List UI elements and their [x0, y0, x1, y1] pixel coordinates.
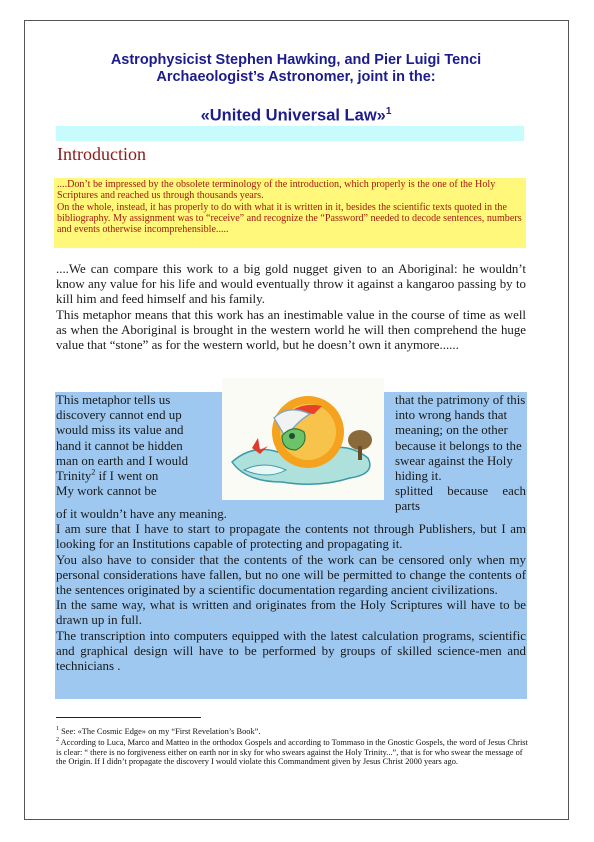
left-line: man on earth and I would [56, 453, 189, 468]
law-title [56, 106, 536, 126]
left-line: would miss its value and [56, 423, 184, 438]
sun-planet-illustration [222, 378, 384, 500]
law-title-text: «United Universal Law» [200, 106, 386, 125]
left-line: discovery cannot end up [56, 408, 182, 423]
left-line: This metaphor tells us [56, 393, 171, 407]
section-heading: Introduction [57, 144, 146, 164]
footnote-ref-1[interactable]: 1 [385, 106, 392, 117]
highlight-paragraph-2: I am sure that I have to start to propagate the contents not through Publishers, but I am looking for an Institutions capable of protecting and propagating it. [56, 522, 526, 552]
document-title-line-2: Archaeologist’s Astronomer, joint in the: [156, 69, 436, 85]
notice-paragraph-1: ....Don’t be impressed by the obsolete terminology of the introduction, which properly is the one of the Holy Scriptures and reached us through thousands years. [57, 179, 496, 202]
footnote-1 [56, 725, 530, 736]
left-line-trinity [56, 469, 210, 484]
footnote-2-text: According to Luca, Marco and Matteo in the orthodox Gospels and according to Tommaso in the Gnostic Gospels, the word of Jesus Christ is clear: “ there is no forgiveness either on earth nor in sky for who swears against the Holy Trinity...”, that is for who swear the message of the Origin. If I didn’t propagate the discovery I would violate this Commandment given by Jesus Christ 2000 years ago. [56, 738, 528, 767]
notice-box [54, 178, 526, 248]
trinity-word: Trinity [56, 469, 92, 484]
trinity-rest: if I went on [95, 469, 159, 484]
footnote-2-number: 2 [56, 737, 59, 744]
right-line: that the patrimony of this [395, 393, 526, 407]
right-line: swear against the Holy [395, 453, 513, 468]
notice-paragraph-2: On the whole, instead, it has properly to do with what it is written in it, besides the scientific texts quoted in the bibliography. My assignment was to “receive” and recognize the “Password” needed to decode sentences, numbers and events otherwise incomprehensible..... [57, 201, 522, 236]
footnotes [56, 725, 530, 767]
document-title-line-1: Astrophysicist Stephen Hawking, and Pier Luigi Tenci [110, 52, 482, 68]
left-line: hand it cannot be hidden [56, 438, 183, 453]
footnote-2 [56, 736, 530, 767]
cyan-highlight-bar [56, 126, 524, 141]
right-line: because it belongs to the [395, 438, 522, 453]
right-line: meaning; on the other [395, 423, 508, 438]
highlight-left-column [56, 393, 210, 499]
highlight-right-column [395, 393, 526, 515]
footnote-1-text: See: «The Cosmic Edge» on my “First Revelation’s Book”. [59, 726, 261, 736]
body-paragraph-1: ....We can compare this work to a big gold nugget given to an Aboriginal: he wouldn’t know any value for his life and would eventually throw it against a kangaroo passing by to kill him and feed himself and his family. [56, 262, 526, 307]
highlight-paragraph-5: The transcription into computers equipped with the latest calculation programs, scientific and graphical design will have to be performed by groups of skilled science-men and technicians . [56, 628, 526, 674]
right-line: into wrong hands that [395, 408, 508, 423]
highlight-paragraph-cont: of it wouldn’t have any meaning. [56, 507, 227, 521]
highlight-paragraph-4: In the same way, what is written and originates from the Holy Scriptures will have to be drawn up in full. [56, 598, 526, 628]
footnote-ref-2[interactable]: 2 [91, 467, 96, 477]
left-line: My work cannot be [56, 484, 157, 499]
footnote-divider [56, 717, 201, 718]
highlight-paragraph-3: You also have to consider that the contents of the work can be censored only when my personal considerations have fallen, but no one will be permitted to change the contents of the sentences originated by a scientific documentation regarding ancient civilizations. [56, 552, 526, 598]
illustration-image [222, 378, 384, 500]
footnote-1-number: 1 [56, 726, 59, 732]
highlighted-full-text [56, 507, 526, 674]
right-line: splitted because each parts [395, 484, 526, 514]
right-line: hiding it. [395, 469, 442, 484]
body-text [56, 262, 526, 353]
body-paragraph-2: This metaphor means that this work has an inestimable value in the course of time as well as when the Aboriginal is brought in the western world he will then comprehend the huge value that “stone” as for the western world, but he doesn’t own it anymore...... [56, 307, 526, 353]
